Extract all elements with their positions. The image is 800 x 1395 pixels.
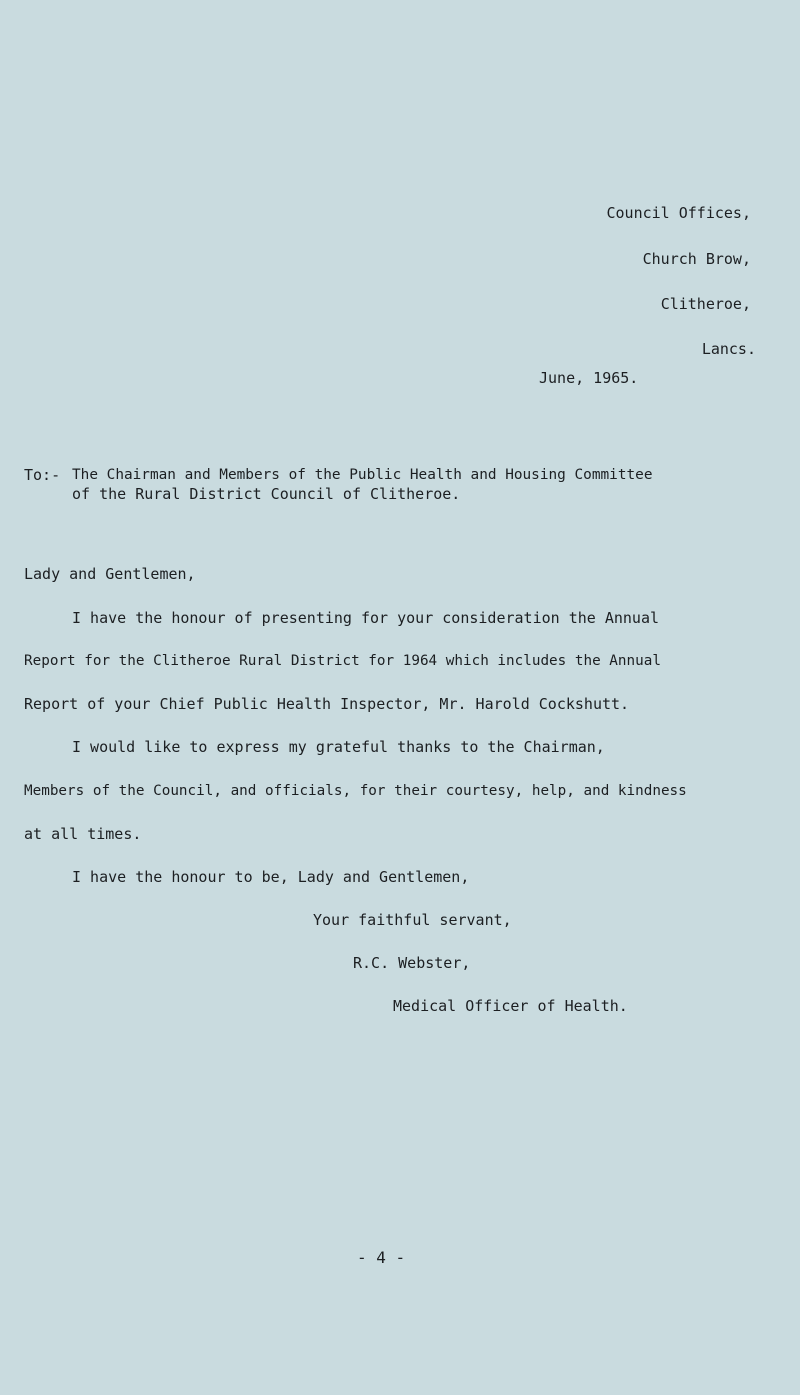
address-line-4: Lancs. <box>701 340 756 358</box>
page-number: - 4 - <box>357 1248 406 1267</box>
body-paragraph-2-line-2: Members of the Council, and officials, for their courtesy, help, and kindness <box>24 783 687 799</box>
addressee-line-1: The Chairman and Members of the Public Health and Housing Committee <box>72 467 653 483</box>
letter-date: June, 1965. <box>539 369 639 387</box>
signatory-name: R.C. Webster, <box>353 954 471 972</box>
addressee-line-2: of the Rural District Council of Clitheroe. <box>72 485 461 503</box>
address-line-3: Clitheroe, <box>660 295 751 313</box>
body-paragraph-1-line-1: I have the honour of presenting for your consideration the Annual <box>72 609 659 627</box>
salutation: Lady and Gentlemen, <box>24 565 196 583</box>
body-paragraph-2-line-3: at all times. <box>24 825 142 843</box>
closing-line-2: Your faithful servant, <box>313 911 512 929</box>
closing-line-1: I have the honour to be, Lady and Gentlemen, <box>72 868 470 886</box>
addressee-label: To:- <box>24 466 61 484</box>
body-paragraph-2-line-1: I would like to express my grateful thanks to the Chairman, <box>72 738 605 756</box>
address-line-1: Council Offices, <box>606 204 751 222</box>
signatory-title: Medical Officer of Health. <box>393 997 628 1015</box>
body-paragraph-1-line-3: Report of your Chief Public Health Inspector, Mr. Harold Cockshutt. <box>24 695 630 713</box>
body-paragraph-1-line-2: Report for the Clitheroe Rural District for 1964 which includes the Annual <box>24 653 661 669</box>
address-line-2: Church Brow, <box>642 250 751 268</box>
